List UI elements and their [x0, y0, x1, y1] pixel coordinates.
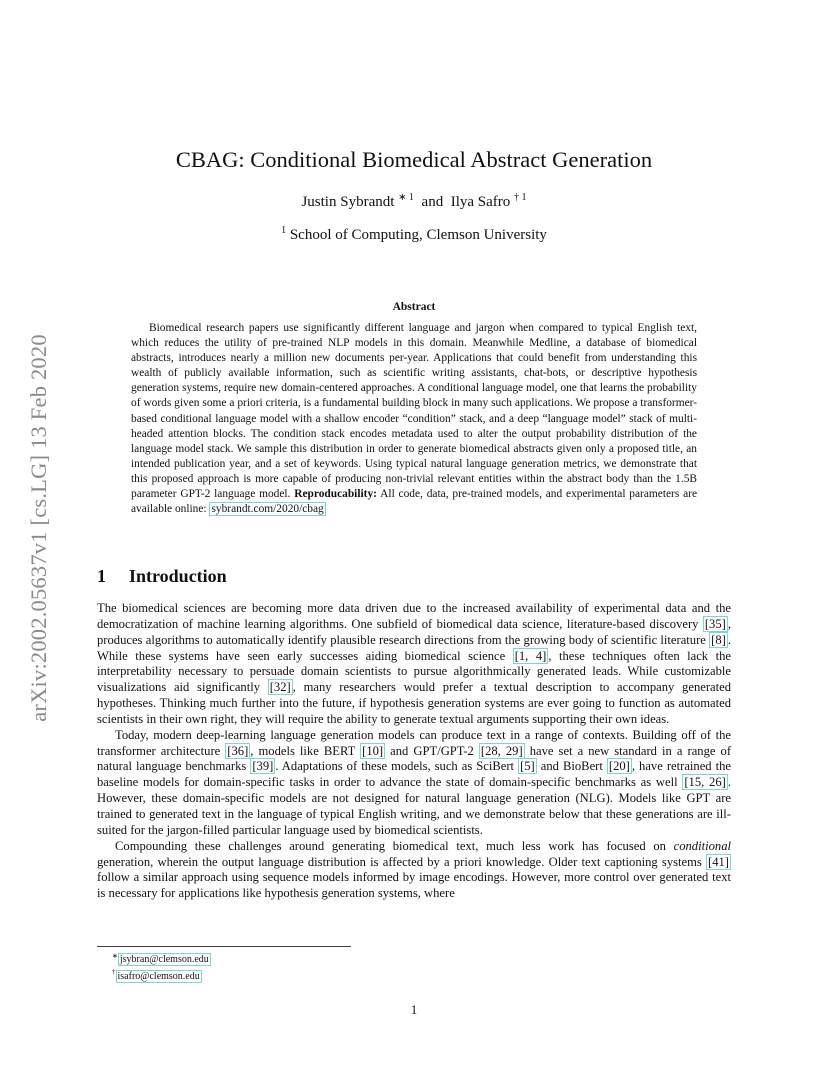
- footnotes: [112, 950, 211, 983]
- reproducibility-link[interactable]: sybrandt.com/2020/cbag: [211, 503, 324, 516]
- paragraph-text: , these techniques often lack the interpretability necessary to persuade domain scientists to pursue algorithmically generated leads. While customizable visualizations aid significantly: [97, 648, 731, 695]
- reproducibility-label: Reproducability:: [294, 488, 377, 501]
- page-number: 1: [410, 1003, 418, 1017]
- paragraph-text: Compounding these challenges around generating biomedical text, much less work has focused on: [115, 838, 674, 853]
- citation-link[interactable]: [10]: [362, 743, 384, 758]
- emphasis-text: conditional: [673, 838, 731, 853]
- citation-link[interactable]: [39]: [252, 759, 274, 774]
- paragraph: [97, 728, 731, 839]
- footnote: [112, 966, 211, 982]
- reproducibility-text: All code, data, pre-trained models, and experimental parameters are available online:: [131, 488, 698, 516]
- paragraph: [97, 839, 731, 902]
- affiliation-text: School of Computing, Clemson University: [289, 227, 547, 243]
- author-list: [0, 192, 828, 211]
- arxiv-identifier: arXiv:2002.05637v1 [cs.LG] 13 Feb 2020: [26, 334, 51, 722]
- paragraph-text: , have retrained the baseline models for domain-specific tasks in order to advance the state of domain-specific benchmarks as well: [97, 759, 731, 790]
- paragraph-text: , many researchers would prefer a textual description to accompany generated hypotheses. Thinking much further into the future, if hypothesis generation systems are ever going to function as automated scientists in their own right, they will require the ability to generate textual arguments supporting their own ideas.: [97, 680, 732, 726]
- paragraph-text: . Adaptations of these models, such as SciBert: [275, 759, 519, 774]
- paragraph-text: The biomedical sciences are becoming more data driven due to the increased availability of experimental data and the democratization of machine learning algorithms. One subfield of biomedical data science, literature-based discovery: [97, 601, 731, 631]
- citation-link[interactable]: [5]: [520, 759, 535, 774]
- author-conjunction: and: [421, 194, 444, 210]
- author-name: Justin Sybrandt: [301, 194, 395, 210]
- email-link[interactable]: jsybran@clemson.edu: [119, 954, 209, 966]
- footnote: [112, 950, 211, 966]
- paragraph-text: follow a similar approach using sequence models informed by image encodings. However, more control over generated text is necessary for applications like hypothesis generation systems, where: [97, 870, 731, 901]
- footnote-rule: [97, 946, 351, 947]
- citation-link[interactable]: [1, 4]: [514, 648, 547, 663]
- abstract-heading: Abstract: [392, 301, 436, 313]
- paragraph-text: and BioBert: [536, 759, 607, 774]
- paragraph-text: generation, wherein the output language distribution is affected by a priori knowledge. Older text captioning systems: [97, 854, 707, 869]
- section-title: Introduction: [129, 566, 227, 586]
- affiliation: [0, 225, 828, 244]
- abstract-body: [131, 321, 697, 517]
- citation-link[interactable]: [15, 26]: [684, 775, 726, 790]
- citation-link[interactable]: [20]: [608, 759, 630, 774]
- paragraph-text: and GPT/GPT-2: [385, 743, 479, 758]
- footnote-mark: ∗: [112, 952, 118, 960]
- paper-title: CBAG: Conditional Biomedical Abstract Generation: [175, 147, 653, 172]
- citation-link[interactable]: [41]: [708, 854, 729, 869]
- paragraph-text: have set a new standard in a range of natural language benchmarks: [97, 743, 732, 774]
- abstract-text: Biomedical research papers use significantly different language and jargon when compared to typical English text, which reduces the utility of pre-trained NLP models in this domain. Meanwhile Medline, a database of biomedical abstracts, introduces nearly a million new documents per-year. Applications that could benefit from understanding this wealth of publicly available information, such as scientific writing assistants, chat-bots, or descriptive hypothesis generation systems, require new domain-centered approaches. A conditional language model, one that learns the probability of words given some a priori criteria, is a fundamental building block in many such applications. We propose a transformer-based conditional language model with a shallow encoder “condition” stack, and a deep “language model” stack of multi-headed attention blocks. The condition stack encodes metadata used to alter the output probability distribution of the language model stack. We sample this distribution in order to generate biomedical abstracts given only a proposed title, an intended publication year, and a set of keywords. Using typical natural language generation metrics, we demonstrate that this proposed approach is more capable of producing non-trivial relevant entities within the abstract body than the 1.5B parameter GPT-2 language model.: [131, 322, 697, 501]
- author-name: Ilya Safro: [450, 194, 511, 210]
- author-footnote-mark: † 1: [514, 192, 527, 203]
- citation-link[interactable]: [28, 29]: [480, 743, 523, 758]
- paragraph-text: , produces algorithms to automatically identify plausible research directions from the growing body of scientific literature: [97, 616, 731, 647]
- citation-link[interactable]: [35]: [704, 616, 726, 631]
- paragraph-text: Today, modern deep-learning language generation models can produce text in a range of contexts. Building off of the transformer architecture: [97, 727, 731, 758]
- paragraph-text: , models like BERT: [250, 743, 361, 758]
- introduction-body: [97, 601, 731, 902]
- section-number: 1: [97, 566, 106, 586]
- email-link[interactable]: isafro@clemson.edu: [117, 970, 200, 982]
- paragraph-text: . While these systems have seen early successes aiding biomedical science: [97, 632, 731, 663]
- author-footnote-mark: ∗ 1: [398, 192, 415, 203]
- affiliation-mark: 1: [281, 225, 287, 236]
- paragraph: [97, 601, 731, 728]
- citation-link[interactable]: [32]: [269, 680, 291, 695]
- citation-link[interactable]: [8]: [711, 632, 726, 647]
- section-heading: [97, 566, 227, 587]
- footnote-mark: †: [112, 968, 116, 977]
- paragraph-text: . However, these domain-specific models are not designed for natural language generation (NLG). Models like GPT are trained to generated text in the language of typical English writing, and we demonstrate below that these generations are ill-suited for the jargon-filled particular language used by biomedical scientists.: [97, 775, 732, 837]
- citation-link[interactable]: [36]: [227, 743, 249, 758]
